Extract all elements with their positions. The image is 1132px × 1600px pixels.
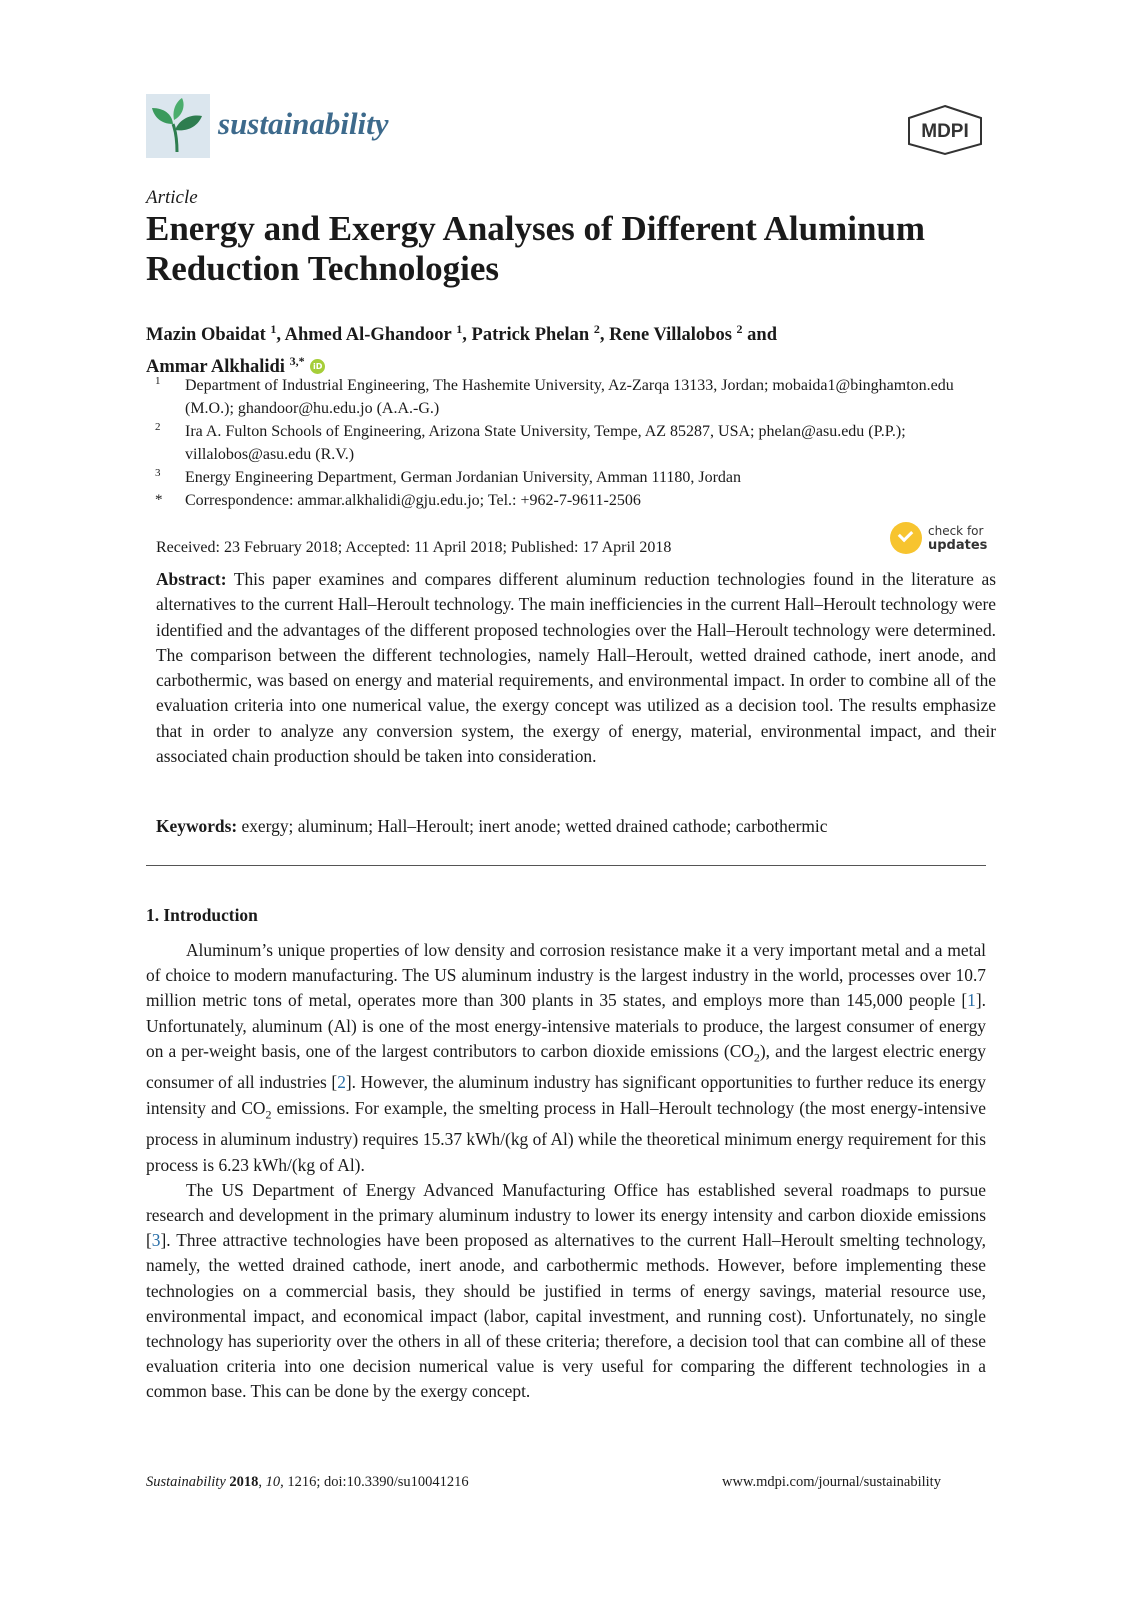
check-updates-icon bbox=[890, 522, 922, 554]
author-name: Ammar Alkhalidi bbox=[146, 357, 285, 378]
abstract bbox=[156, 567, 996, 769]
journal-logo bbox=[146, 94, 210, 158]
author-name: Ahmed Al-Ghandoor bbox=[284, 325, 452, 346]
affiliation-number: 3 bbox=[155, 467, 161, 479]
paragraph: The US Department of Energy Advanced Manufacturing Office has established several roadmaps to pursue research and development in the primary aluminum industry to lower its energy intensity and carbon dioxide emissions [3]. Three attractive technologies have been proposed as alternatives to the current Hall–Heroult smelting technology, namely, the wetted drained cathode, inert anode, and carbothermic methods. However, before implementing these technologies on a commercial basis, they should be justified in terms of energy savings, material resource use, environmental impact, and economical impact (labor, capital investment, and running cost). Unfortunately, no single technology has superiority over the others in all of these criteria; therefore, a decision tool that can combine all of these evaluation criteria into one decision numerical value is very useful for comparing the different technologies in a common base. This can be done by the exergy concept. bbox=[146, 1179, 986, 1402]
affiliation-text: Energy Engineering Department, German Jordanian University, Amman 11180, Jordan bbox=[185, 469, 742, 486]
affiliation-item bbox=[155, 489, 995, 512]
abstract-text: This paper examines and compares different aluminum reduction technologies found in the literature as alternatives to the current Hall–Heroult technology. The main inefficiencies in the current Hall–Heroult technology were identified and the advantages of the different proposed technologies over the Hall–Heroult technology were determined. The comparison between the different technologies, namely Hall–Heroult, wetted drained cathode, inert anode, and carbothermic, was based on energy and material requirements, and environmental impact. In order to combine all of the evaluation criteria into one numerical value, the exergy concept was utilized as a decision tool. The results emphasize that in order to analyze any conversion system, the exergy of energy, material, environmental impact, and their associated chain production should be taken into consideration. bbox=[156, 569, 996, 767]
author-affiliation: 1 bbox=[270, 322, 277, 336]
journal-name: sustainability bbox=[218, 106, 389, 141]
publisher-logo bbox=[905, 104, 985, 156]
affiliation-text: Ira A. Fulton Schools of Engineering, Arizona State University, Tempe, AZ 85287, USA; phelan@asu.edu (P.P.); villalobos@asu.edu (R.V.) bbox=[185, 423, 906, 463]
affiliations bbox=[155, 374, 995, 512]
section-divider bbox=[146, 865, 986, 866]
affiliation-item bbox=[155, 374, 995, 420]
author-separator: , bbox=[462, 325, 472, 346]
check-for-updates-button[interactable] bbox=[890, 522, 987, 554]
affiliation-item bbox=[155, 466, 995, 489]
footer-url[interactable]: www.mdpi.com/journal/sustainability bbox=[722, 1474, 941, 1490]
citation-link[interactable]: 3 bbox=[151, 1230, 161, 1251]
author-name: Mazin Obaidat bbox=[146, 325, 266, 346]
paper-title: Energy and Exergy Analyses of Different Aluminum Reduction Technologies bbox=[146, 209, 926, 288]
check-updates-line1: check for bbox=[928, 523, 984, 538]
introduction-body bbox=[146, 938, 986, 1405]
citation-link[interactable]: 1 bbox=[967, 990, 976, 1011]
author-affiliation: 2 bbox=[736, 322, 743, 336]
citation-link[interactable]: 2 bbox=[337, 1072, 346, 1093]
author-separator: and bbox=[742, 325, 777, 346]
correspondence-text: Correspondence: ammar.alkhalidi@gju.edu.jo; Tel.: +962-7-9611-2506 bbox=[185, 492, 641, 509]
leaf-icon bbox=[146, 94, 210, 158]
footer-doi: , 1216; doi:10.3390/su10041216 bbox=[280, 1474, 469, 1490]
author-affiliation: 3,* bbox=[289, 354, 305, 369]
footer-journal: Sustainability bbox=[146, 1474, 226, 1490]
article-type: Article bbox=[146, 187, 198, 208]
footer-volume: 10 bbox=[265, 1474, 281, 1490]
publisher-name: MDPI bbox=[921, 121, 969, 142]
affiliation-item bbox=[155, 420, 995, 466]
footer-citation: Sustainability 2018, 10, 1216; doi:10.3390/su10041216 bbox=[146, 1474, 469, 1490]
footer-year: 2018 bbox=[229, 1474, 259, 1490]
affiliation-number: * bbox=[155, 492, 163, 508]
keywords bbox=[156, 814, 996, 839]
keywords-text: exergy; aluminum; Hall–Heroult; inert anode; wetted drained cathode; carbothermic bbox=[241, 816, 828, 836]
author-name: Rene Villalobos bbox=[609, 325, 732, 346]
orcid-icon[interactable]: iD bbox=[310, 359, 325, 374]
affiliation-number: 1 bbox=[155, 375, 161, 387]
author-list bbox=[146, 316, 1006, 380]
section-heading: 1. Introduction bbox=[146, 905, 258, 925]
paragraph: Aluminum’s unique properties of low density and corrosion resistance make it a very important metal and a metal of choice to modern manufacturing. The US aluminum industry is the largest industry in the world, processes over 10.7 million metric tons of metal, operates more than 300 plants in 35 states, and employs more than 145,000 people [1]. Unfortunately, aluminum (Al) is one of the most energy-intensive materials to produce, the largest consumer of energy on a per-weight basis, one of the largest contributors to carbon dioxide emissions $(CO_2)$, and the largest electric energy consumer of all industries [2]. However, the aluminum industry has significant opportunities to further reduce its energy intensity and $CO_2$ emissions. For example, the smelting process in Hall–Heroult technology (the most energy-intensive process in aluminum industry) requires 15.37 kWh/(kg of Al) while the theoretical minimum energy requirement for this process is 6.23 kWh/(kg of Al). bbox=[146, 940, 987, 1175]
author-name: Patrick Phelan bbox=[471, 325, 590, 346]
affiliation-number: 2 bbox=[155, 421, 161, 433]
author-separator: , bbox=[276, 325, 285, 346]
publication-dates: Received: 23 February 2018; Accepted: 11 April 2018; Published: 17 April 2018 bbox=[156, 539, 672, 556]
check-updates-line2: updates bbox=[928, 537, 988, 553]
affiliation-text: Department of Industrial Engineering, The Hashemite University, Az-Zarqa 13133, Jordan; mobaida1@binghamton.edu (M.O.); ghandoor@hu.edu.jo (A.A.-G.) bbox=[185, 377, 954, 417]
abstract-label: Abstract: bbox=[156, 569, 227, 589]
author-affiliation: 2 bbox=[593, 322, 600, 336]
author-separator: , bbox=[599, 325, 610, 346]
author-affiliation: 1 bbox=[456, 322, 463, 336]
keywords-label: Keywords: bbox=[156, 816, 238, 836]
